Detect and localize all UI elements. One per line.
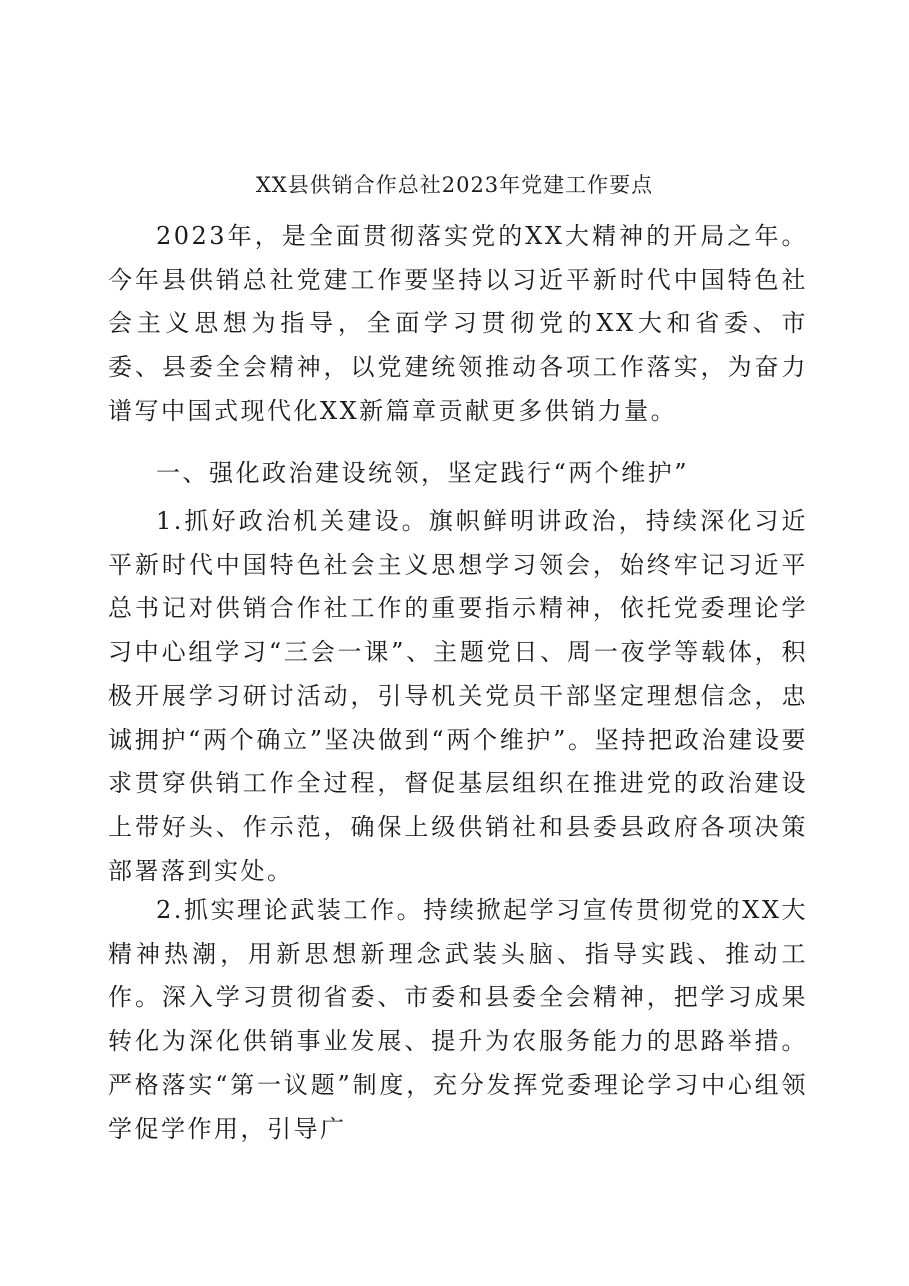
item-paragraph-1: 1.抓好政治机关建设。旗帜鲜明讲政治，持续深化习近平新时代中国特色社会主义思想学习领会，始终牢记习近平总书记对供销合作社工作的重要指示精神，依托党委理论学习中心组学习“三会一课”、主题党日、周一夜学等载体，积极开展学习研讨活动，引导机关党员干部坚定理想信念，忠诚拥护“两个确立”坚决做到“两个维护”。坚持把政治建设要求贯穿供销工作全过程，督促基层组织在推进党的政治建设上带好头、作示范，确保上级供销社和县委县政府各项决策部署落到实处。 (108, 507, 808, 885)
section-heading: 一、强化政治建设统领，坚定践行“两个维护” (156, 459, 690, 487)
document-title: XX县供销合作总社2023年党建工作要点 (255, 173, 654, 197)
intro-paragraph: 2023年，是全面贯彻落实党的XX大精神的开局之年。今年县供销总社党建工作要坚持以习近平新时代中国特色社会主义思想为指导，全面学习贯彻党的XX大和省委、市委、县委全会精神，以党建统领推动各项工作落实，为奋力谱写中国式现代化XX新篇章贡献更多供销力量。 (108, 222, 808, 425)
item-paragraph-2: 2.抓实理论武装工作。持续掀起学习宣传贯彻党的XX大精神热潮，用新思想新理念武装头脑、指导实践、推动工作。深入学习贯彻省委、市委和县委全会精神，把学习成果转化为深化供销事业发展、提升为农服务能力的思路举措。严格落实“第一议题”制度，充分发挥党委理论学习中心组领学促学作用，引导广 (108, 896, 808, 1143)
